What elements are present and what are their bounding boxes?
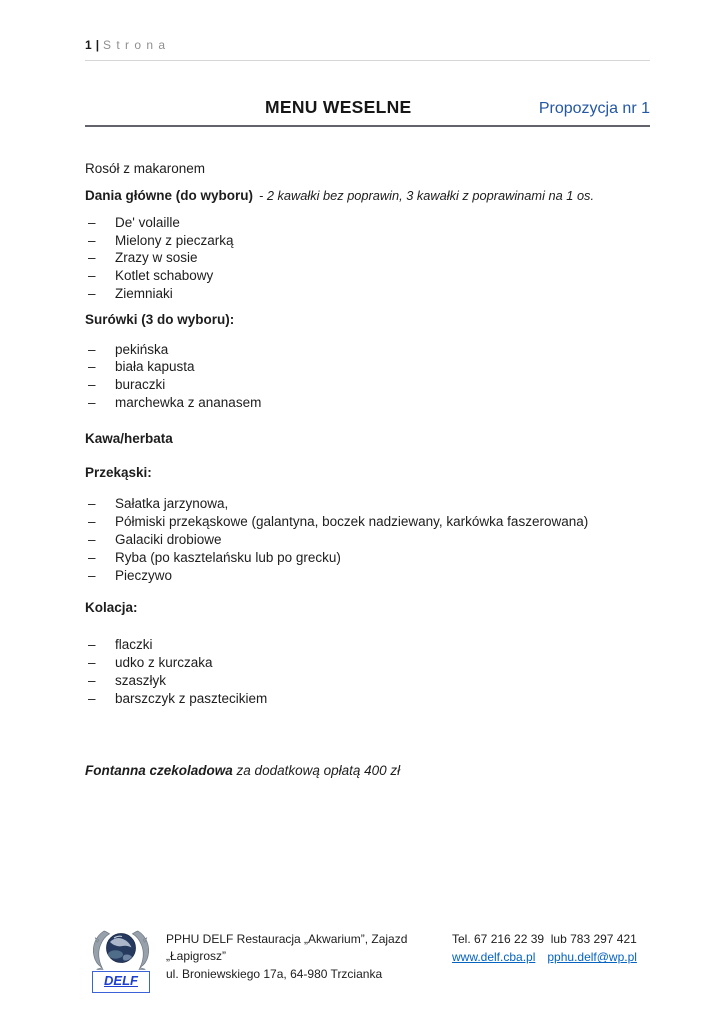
list-item — [85, 636, 650, 654]
menu-item-text: Zrazy w sosie — [115, 250, 198, 266]
page-header-separator: | — [95, 38, 100, 52]
company-contact — [452, 928, 650, 967]
company-line2: ul. Broniewskiego 17a, 64-980 Trzcianka — [166, 966, 383, 981]
title-row — [85, 97, 650, 127]
list-item — [85, 285, 650, 303]
menu-item-text: Półmiski przekąskowe (galantyna, boczek nadziewany, karkówka faszerowana) — [115, 514, 589, 530]
list-item — [85, 249, 650, 267]
dash-bullet: – — [88, 531, 96, 547]
surowki-list — [85, 341, 650, 412]
fontanna-note: za dodatkową opłatą 400 zł — [236, 763, 401, 779]
proposal-label: Propozycja nr 1 — [538, 100, 650, 117]
dash-bullet: – — [88, 514, 96, 530]
globe-icon — [107, 934, 136, 963]
list-item — [85, 513, 650, 531]
dash-bullet: – — [88, 250, 96, 266]
menu-item-text: Ryba (po kasztelańsku lub po grecku) — [115, 549, 341, 565]
dash-bullet: – — [88, 285, 96, 301]
menu-item-text: barszczyk z pasztecikiem — [115, 690, 268, 706]
links-line — [452, 949, 650, 966]
surowki-heading: Surówki (3 do wyboru): — [85, 311, 235, 327]
list-item — [85, 567, 650, 585]
page-content — [85, 38, 650, 780]
document-title: MENU WESELNE — [265, 97, 412, 117]
menu-item-text: Mielony z pieczarką — [115, 232, 234, 248]
dash-bullet: – — [88, 637, 96, 653]
menu-item-text: flaczki — [115, 637, 153, 653]
dash-bullet: – — [88, 496, 96, 512]
phone-line: Tel. 67 216 22 39 lub 783 297 421 — [452, 932, 637, 946]
page-number: 1 — [85, 38, 92, 52]
dash-bullet: – — [88, 232, 96, 248]
list-item — [85, 232, 650, 250]
dash-bullet: – — [88, 341, 96, 357]
kolacja-list — [85, 636, 650, 707]
fontanna-line — [85, 762, 650, 780]
dania-glowne-list — [85, 214, 650, 303]
company-address — [154, 928, 452, 983]
list-item — [85, 376, 650, 394]
company-line1: PPHU DELF Restauracja „Akwarium”, Zajazd „Łapigrosz” — [166, 932, 408, 964]
menu-item-text: Galaciki drobiowe — [115, 531, 222, 547]
list-item — [85, 394, 650, 412]
dolphin-right-fluke-icon — [138, 968, 146, 971]
dash-bullet: – — [88, 377, 96, 393]
dash-bullet: – — [88, 214, 96, 230]
list-item — [85, 672, 650, 690]
dash-bullet: – — [88, 690, 96, 706]
dania-glowne-note: - 2 kawałki bez poprawin, 3 kawałki z poprawinami na 1 os. — [259, 187, 595, 203]
menu-item-text: Sałatka jarzynowa, — [115, 496, 229, 512]
list-item — [85, 549, 650, 567]
dash-bullet: – — [88, 549, 96, 565]
email-link[interactable]: pphu.delf@wp.pl — [547, 950, 637, 965]
dash-bullet: – — [88, 654, 96, 670]
dash-bullet: – — [88, 672, 96, 688]
dania-glowne-label: Dania główne (do wyboru) — [85, 187, 253, 203]
dash-bullet: – — [88, 268, 96, 284]
dania-glowne-heading — [85, 187, 650, 205]
kawa-herbata-heading: Kawa/herbata — [85, 430, 173, 446]
menu-item-text: De' volaille — [115, 214, 180, 230]
fontanna-label: Fontanna czekoladowa — [85, 763, 233, 779]
menu-item-text: Ziemniaki — [115, 285, 173, 301]
list-item — [85, 495, 650, 513]
list-item — [85, 358, 650, 376]
page-header-label: S t r o n a — [103, 38, 167, 52]
list-item — [85, 214, 650, 232]
przekaski-heading: Przekąski: — [85, 464, 152, 480]
menu-item-text: Kotlet schabowy — [115, 268, 214, 284]
menu-item-text: marchewka z ananasem — [115, 394, 262, 410]
dolphin-left-fluke-icon — [97, 968, 105, 971]
menu-item-text: Pieczywo — [115, 567, 173, 583]
list-item — [85, 531, 650, 549]
list-item — [85, 654, 650, 672]
page-header — [85, 38, 650, 61]
menu-item-text: biała kapusta — [115, 359, 195, 375]
dash-bullet: – — [88, 567, 96, 583]
kolacja-heading: Kolacja: — [85, 600, 138, 616]
przekaski-list — [85, 495, 650, 584]
page-footer — [88, 928, 650, 993]
menu-item-text: szaszłyk — [115, 672, 167, 688]
menu-item-text: udko z kurczaka — [115, 654, 213, 670]
dash-bullet: – — [88, 394, 96, 410]
menu-body — [85, 160, 650, 780]
delf-logo-label: DELF — [92, 971, 150, 993]
list-item — [85, 690, 650, 708]
dash-bullet: – — [88, 359, 96, 375]
delf-logo-image — [89, 928, 153, 970]
menu-intro: Rosół z makaronem — [85, 161, 206, 176]
list-item — [85, 341, 650, 359]
company-logo — [88, 928, 154, 993]
list-item — [85, 267, 650, 285]
menu-item-text: pekińska — [115, 341, 169, 357]
website-link[interactable]: www.delf.cba.pl — [452, 950, 536, 965]
menu-item-text: buraczki — [115, 377, 166, 393]
